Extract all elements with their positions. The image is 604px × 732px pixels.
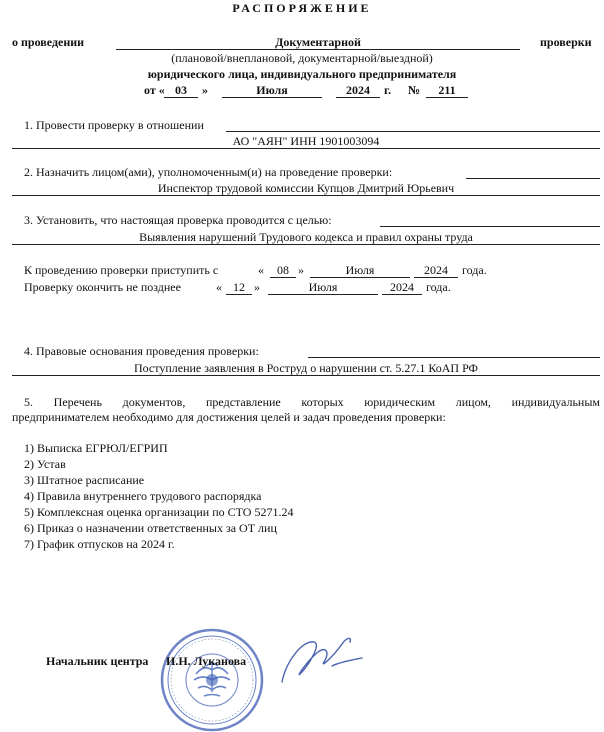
start-day-underline [270, 277, 296, 278]
inspection-type-hint: (плановой/внеплановой, документарной/выездной) [171, 51, 433, 65]
section-2-value-underline [12, 195, 600, 196]
start-month: Июля [345, 263, 375, 277]
end-month: Июля [308, 280, 338, 294]
document-list-item: 3) Штатное расписание [24, 473, 145, 487]
section-3-label: 3. Установить, что настоящая проверка проводится с целью: [24, 213, 332, 227]
section-2-value: Инспектор трудовой комиссии Купцов Дмитрий Юрьевич [157, 181, 455, 195]
start-year: 2024 [424, 263, 448, 277]
end-open: « [216, 280, 222, 294]
end-day: 12 [233, 280, 245, 294]
end-year-underline [382, 294, 422, 295]
section-4-value: Поступление заявления в Роструд о нарушении ст. 5.27.1 КоАП РФ [133, 361, 479, 375]
order-year: 2024 [346, 83, 370, 97]
start-prefix: К проведению проверки приступить с [24, 263, 219, 277]
date-close: » [202, 83, 208, 97]
start-year-underline [414, 277, 458, 278]
header-suffix: проверки [540, 35, 592, 49]
order-month-underline [222, 97, 322, 98]
section-3-value-underline [12, 244, 600, 245]
order-day-underline [164, 97, 198, 98]
start-day: 08 [277, 263, 289, 277]
section-1-label: 1. Провести проверку в отношении [24, 118, 204, 132]
document-list-item: 7) График отпусков на 2024 г. [24, 537, 175, 551]
section-5-line-1: 5. Перечень документов, представление которых юридическим лицом, индивидуальным [24, 395, 600, 409]
document-title: РАСПОРЯЖЕНИЕ [232, 1, 372, 15]
number-sign: № [408, 83, 421, 97]
document-list-item: 2) Устав [24, 457, 66, 471]
order-year-underline [336, 97, 380, 98]
section-3-label-underline [380, 226, 600, 227]
end-year: 2024 [390, 280, 414, 294]
handwritten-signature-icon [272, 622, 364, 694]
start-month-underline [310, 277, 410, 278]
inspection-subject: юридического лица, индивидуального предпринимателя [147, 67, 457, 81]
section-2-label-underline [466, 178, 600, 179]
inspection-type-underline [116, 49, 520, 50]
header-prefix: о проведении [12, 35, 85, 49]
end-suffix: года. [426, 280, 451, 294]
document-list-item: 6) Приказ о назначении ответственных за ОТ лиц [24, 521, 277, 535]
section-3-value: Выявления нарушений Трудового кодекса и правил охраны труда [139, 230, 473, 244]
signatory-role: Начальник центра [46, 654, 149, 668]
order-number-underline [426, 97, 468, 98]
section-4-label: 4. Правовые основания проведения проверки: [24, 344, 259, 358]
document-list-item: 4) Правила внутреннего трудового распорядка [24, 489, 262, 503]
official-seal-icon [160, 628, 264, 732]
section-1-label-underline [226, 131, 600, 132]
date-prefix: от « [144, 83, 165, 97]
start-close: » [298, 263, 304, 277]
section-2-label: 2. Назначить лицом(ами), уполномоченным(и) на проведение проверки: [24, 165, 393, 179]
end-day-underline [226, 294, 252, 295]
section-1-value-underline [12, 148, 600, 149]
order-day: 03 [175, 83, 187, 97]
document-list-item: 5) Комплексная оценка организации по СТО 5271.24 [24, 505, 294, 519]
signatory-name: И.Н. Луканова [166, 654, 247, 668]
section-5-line-2: предпринимателем необходимо для достижения целей и задач проведения проверки: [12, 410, 446, 424]
document-list-item: 1) Выписка ЕГРЮЛ/ЕГРИП [24, 441, 168, 455]
section-4-label-underline [308, 357, 600, 358]
section-4-value-underline [12, 375, 600, 376]
section-1-value: АО "АЯН" ИНН 1901003094 [232, 134, 380, 148]
order-number: 211 [438, 83, 456, 97]
start-suffix: года. [462, 263, 487, 277]
start-open: « [258, 263, 264, 277]
end-month-underline [268, 294, 378, 295]
end-close: » [254, 280, 260, 294]
inspection-type-value: Документарной [275, 35, 361, 49]
end-prefix: Проверку окончить не позднее [24, 280, 181, 294]
year-suffix: г. [384, 83, 392, 97]
order-month: Июля [256, 83, 288, 97]
